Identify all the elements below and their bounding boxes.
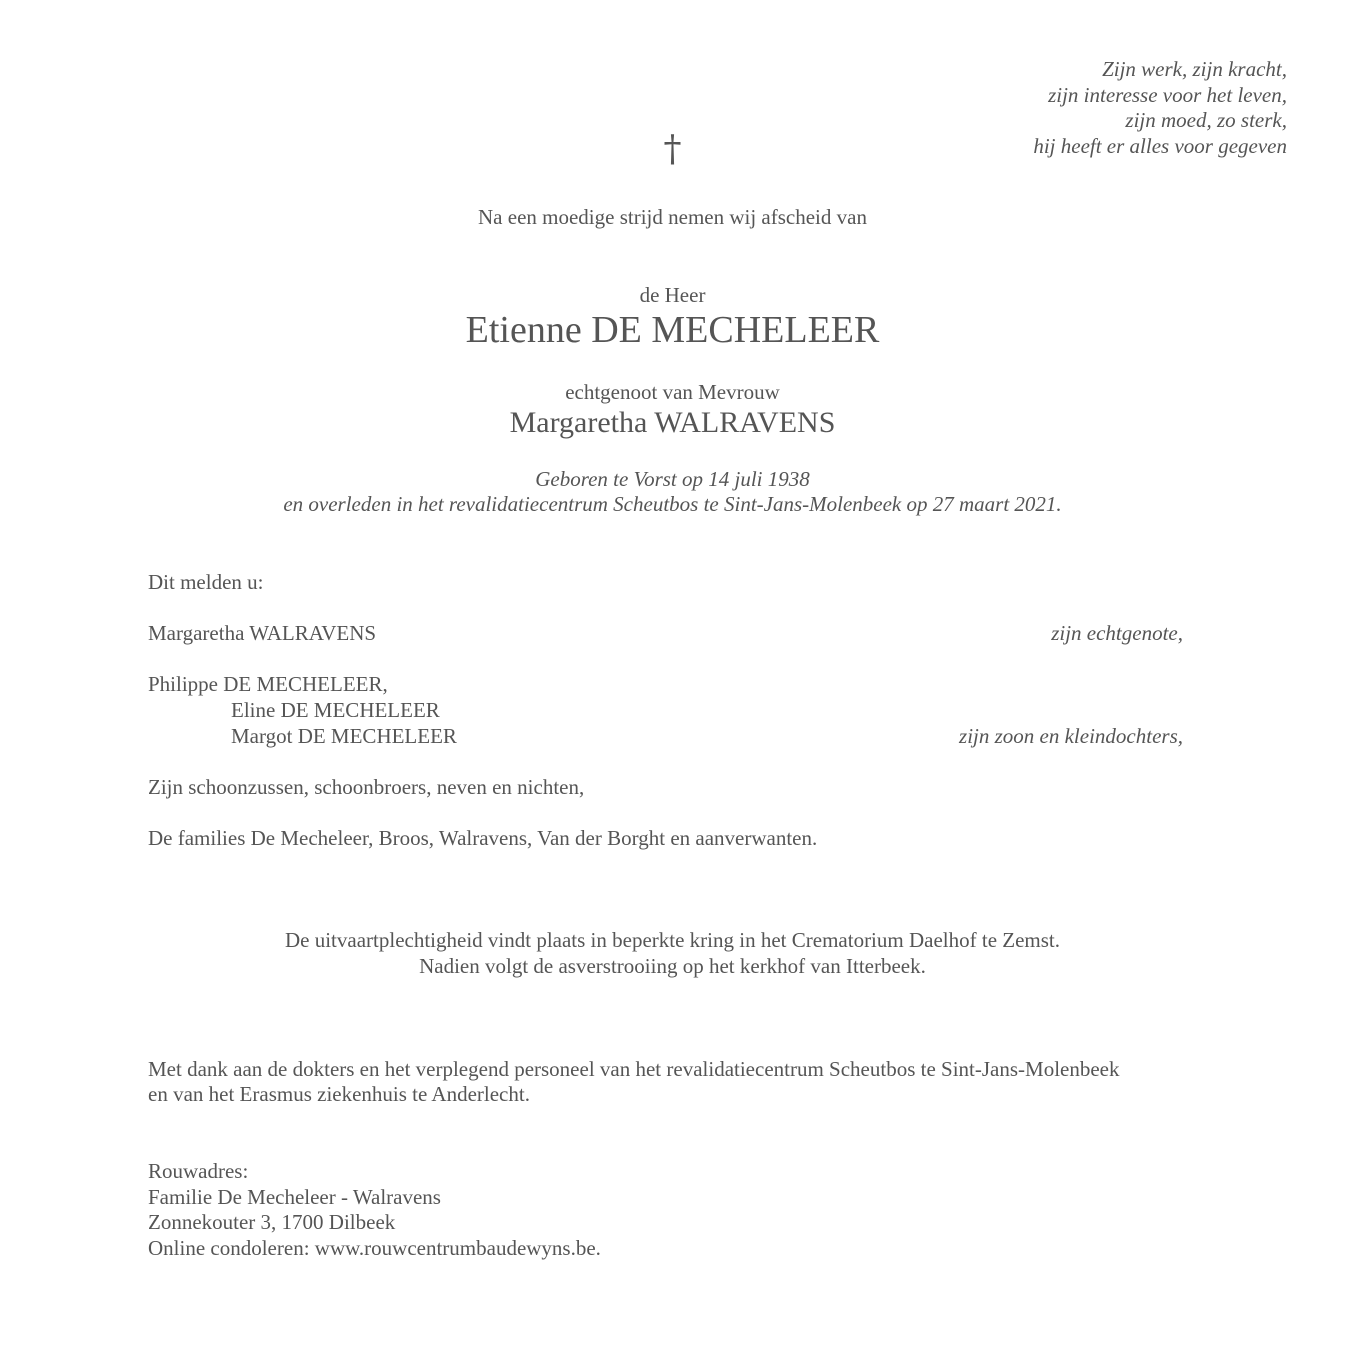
- birth-info: Geboren te Vorst op 14 juli 1938: [535, 467, 810, 491]
- poem-line: zijn interesse voor het leven,: [1048, 82, 1287, 107]
- poem-line: hij heeft er alles voor gegeven: [1033, 133, 1287, 158]
- address-online-condolences: Online condoleren: www.rouwcentrumbaudewyns.be.: [148, 1236, 601, 1260]
- poem-line: zijn moed, zo sterk,: [1125, 108, 1287, 132]
- thanks-line-2: en van het Erasmus ziekenhuis te Anderlecht.: [148, 1082, 530, 1106]
- spouse-intro: echtgenoot van Mevrouw: [565, 380, 780, 404]
- announcer-spouse-relation: zijn echtgenote,: [1051, 621, 1183, 645]
- deceased-honorific: de Heer: [639, 283, 706, 307]
- cross-icon: †: [663, 129, 682, 170]
- announcer-son-name: Philippe DE MECHELEER,: [148, 672, 388, 696]
- address-family: Familie De Mecheleer - Walravens: [148, 1185, 441, 1209]
- announcers-heading: Dit melden u:: [148, 570, 264, 594]
- announcer-children-relation: zijn zoon en kleindochters,: [959, 724, 1183, 748]
- announcer-granddaughter-1: Eline DE MECHELEER: [231, 698, 440, 722]
- death-info: en overleden in het revalidatiecentrum Scheutbos te Sint-Jans-Molenbeek op 27 maart 2021.: [283, 492, 1062, 516]
- intro-text: Na een moedige strijd nemen wij afscheid van: [478, 205, 867, 229]
- poem-line: Zijn werk, zijn kracht,: [1102, 57, 1287, 81]
- announcer-in-laws: Zijn schoonzussen, schoonbroers, neven en nichten,: [148, 775, 585, 799]
- announcer-families: De families De Mecheleer, Broos, Walravens, Van der Borght en aanverwanten.: [148, 826, 818, 850]
- spouse-name: Margaretha WALRAVENS: [509, 406, 836, 439]
- funeral-info-line-2: Nadien volgt de asverstrooiing op het kerkhof van Itterbeek.: [419, 954, 926, 978]
- thanks-line-1: Met dank aan de dokters en het verplegend personeel van het revalidatiecentrum Scheutbos te Sint-Jans-Molenbeek: [148, 1057, 1120, 1081]
- address-street: Zonnekouter 3, 1700 Dilbeek: [148, 1210, 396, 1234]
- deceased-name: Etienne DE MECHELEER: [465, 309, 880, 351]
- address-label: Rouwadres:: [148, 1159, 249, 1183]
- announcer-spouse-name: Margaretha WALRAVENS: [148, 621, 377, 645]
- announcer-granddaughter-2: Margot DE MECHELEER: [231, 724, 457, 748]
- funeral-info-line-1: De uitvaartplechtigheid vindt plaats in beperkte kring in het Crematorium Daelhof te Zemst.: [284, 928, 1061, 952]
